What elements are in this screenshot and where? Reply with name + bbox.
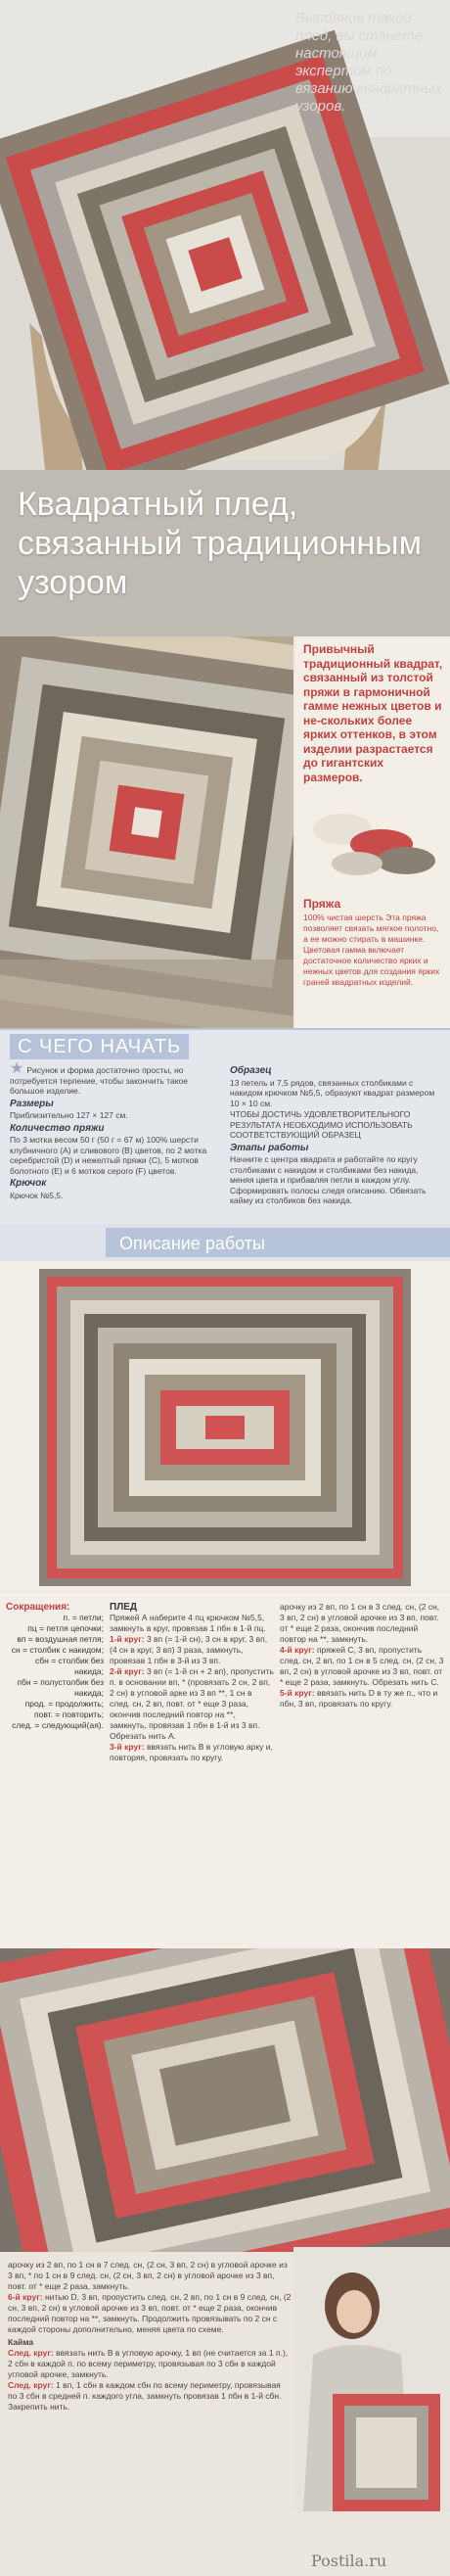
steps-text: Начните с центра квадрата и работайте по кругу столбиками с накидом и столбиками без накида, меняя цвета и прибавляя петли в каждом углу. Сформировать полосы следя описанию. Обвязать кайму из столбиков без накида. xyxy=(230,1154,427,1205)
round-4-text: пряжей C, 3 вп, пропустить след. сн, 2 вп, по 1 сн в 5 след. сн, (2 сн, 3 вп, 2 сн) в угловой арочке из 3 вп, повт. от * еще 2 раза, замкнуть. Обрезать нить C. xyxy=(280,1645,444,1687)
instructions-column-2 xyxy=(280,1602,444,1763)
hero-section xyxy=(0,0,450,636)
sample-note: ЧТОБЫ ДОСТИЧЬ УДОВЛЕТВОРИТЕЛЬНОГО РЕЗУЛЬТАТА НЕОБХОДИМО ИСПОЛЬЗОВАТЬ СООТВЕТСТВУЮЩИЙ ОБРАЗЕЦ xyxy=(230,1109,413,1140)
yarn-skeins-photo xyxy=(303,790,444,888)
bottom-section xyxy=(0,1948,450,2576)
instructions-section xyxy=(0,1596,450,1948)
blanket-description: Привычный традиционный квадрат, связанный из толстой пряжи в гармоничной гамме нежных цветов и не-скольких более ярких оттенков, в этом изделии разрастается до гигантских размеров. xyxy=(303,642,443,784)
abbreviation-item: след. = следующий(ая). xyxy=(12,1720,104,1730)
instructions-column-1 xyxy=(110,1602,274,1763)
abbreviation-item: пц = петля цепочки; xyxy=(27,1623,104,1633)
abbreviation-item: п. = петли; xyxy=(63,1613,104,1622)
description-header xyxy=(0,1224,450,1261)
edge-round-1-text: ввязать нить B в угловую арочку, 1 вп (не считается за 1 п.), 2 сбн в каждой п. по всему периметру, провязывая по 3 сбн в каждой угловой арочке, замкнуть. xyxy=(8,2348,289,2379)
yarn-amount-text: По 3 мотка весом 50 г (50 г = 67 м) 100% шерсти клубничного (A) и сливового (B) цветов, по 2 мотка серебристой (D) и нежелтый пряжи (C), 5 мотков болотного (E) и 6 мотков серого (F) цветов. xyxy=(10,1135,207,1176)
edge-round-2-text: 1 вп, 1 сбн в каждом сбн по всему периметру, провязывая по 3 сбн в средней п. каждого угла, замкнуть провязав 1 пбн в 1-й сбн. Закрепить нить. xyxy=(8,2380,282,2412)
blanket-flat-photo xyxy=(39,1269,411,1586)
abbreviation-item: вп = воздушная петля; xyxy=(17,1634,104,1644)
instructions-title: ПЛЕД xyxy=(110,1602,137,1613)
start-intro: Рисунок и форма достаточно просты, но потребуется терпение, чтобы закончить такое большое изделие. xyxy=(10,1065,188,1096)
round-4-label: 4-й круг: xyxy=(280,1645,315,1655)
sample-title: Образец xyxy=(230,1065,272,1076)
round-3-label: 3-й круг: xyxy=(110,1742,145,1752)
yarn-title: Пряжа xyxy=(303,897,341,911)
hook-title: Крючок xyxy=(10,1178,47,1189)
abbreviation-item: сбн = столбик без накида; xyxy=(35,1656,104,1676)
getting-started-section xyxy=(0,1028,450,1224)
round-2-label: 2-й круг: xyxy=(110,1666,145,1676)
round-5-label: 5-й круг: xyxy=(280,1688,315,1698)
sample-text: 13 петель и 7,5 рядов, связанных столбиками с накидом крючком №5,5, образуют квадрат размером 10 × 10 см. xyxy=(230,1077,435,1108)
bottom-text-a: арочку из 2 вп, по 1 сн в 7 след. сн, (2 сн, 3 вп, 2 сн) в угловой арочке из 3 вп, * по 1 сн в 9 след. сн, (2 сн, 3 вп, 2 сн) в угловой арочке из 3 вп, повт. от * еще 2 раза, замкнуть. xyxy=(8,2260,288,2291)
watermark: Postila.ru xyxy=(311,2552,387,2570)
edge-title: Кайма xyxy=(8,2337,34,2347)
abbreviations-title: Сокращения: xyxy=(6,1602,70,1613)
page-title: Квадратный плед, связанный традиционным узором xyxy=(18,486,422,601)
hook-text: Крючок №5,5. xyxy=(10,1190,64,1200)
description-heading: Описание работы xyxy=(119,1234,265,1253)
abbreviation-item: прод. = продолжить; xyxy=(24,1699,104,1709)
getting-started-heading: С ЧЕГО НАЧАТЬ xyxy=(10,1034,189,1059)
sizes-text: Приблизительно 127 × 127 см. xyxy=(10,1110,128,1120)
closeup-section xyxy=(0,636,450,1028)
getting-started-columns xyxy=(10,1060,440,1206)
star-icon: ★ xyxy=(10,1060,24,1077)
yarn-amount-title: Количество пряжи xyxy=(10,1122,105,1134)
blanket-detail-photo xyxy=(0,1948,450,2252)
edge-round-1-label: След. круг: xyxy=(8,2348,54,2358)
yarn-text: 100% чистая шерсть Эта пряжа позволяет связать мягкое полотно, а ее можно стирать в машинке. Цветовая гамма включает достаточное количество ярких и нежных цветов для создания ярких граней квадратных изделий. xyxy=(303,913,440,987)
round-2-text: 3 вп (= 1-й сн + 2 вп), пропустить п. в основании вп, * (провязать 2 сн, 2 вп, 2 сн) в угловой арке из 3 вп **, 1 сн в след. сн, 2 вп, повт. от * еще 3 раза, окончив последний повтор на **, замкнуть, провязав 1 пбн в 1-й из 3 вп. Обрезать нить А. xyxy=(110,1666,274,1741)
instructions-continued: арочку из 2 вп, по 1 сн в 3 след. сн, (2 сн, 3 вп, 2 сн) в угловой арочке из 3 вп, повт. от * еще 2 раза, окончив последний повтор на **, замкнуть. xyxy=(280,1602,440,1644)
closeup-sidebar xyxy=(295,636,450,1028)
woman-with-blanket-photo xyxy=(293,2247,450,2511)
blanket-diagram-section xyxy=(0,1261,450,1594)
bottom-instructions xyxy=(8,2260,292,2412)
round-6-text: нитью D, 3 вп, пропустить след. сн, 2 вп, по 1 сн в 9 след. сн, (2 сн, 3 вп, 2 сн) в угловой арочке из 3 вп, повт. от * еще 2 раза, окончив последний повтор на **, замкнуть. Продолжить провязывать по 2 сн с каждой стороны дополнительно, меняя цвета по схеме. xyxy=(8,2292,292,2334)
sizes-title: Размеры xyxy=(10,1098,54,1109)
instructions-grid xyxy=(6,1602,444,1763)
blanket-closeup-photo xyxy=(0,636,293,1028)
round-5-text: ввязать нить D в ту же п., что и пбн, 3 вп, провязать по кругу. xyxy=(280,1688,438,1709)
round-3-text: ввязать нить B в угловую арку и, повторяя, провязать по кругу. xyxy=(110,1742,273,1762)
start-column-right xyxy=(230,1063,440,1206)
abbreviation-item: повт. = повторить; xyxy=(33,1710,104,1719)
abbreviation-item: пбн = полустолбик без накида; xyxy=(17,1677,104,1698)
hero-intro-text: Выполнив такой плед, вы станете настоящим экспертом по вязанию квадратных узоров. xyxy=(295,10,442,115)
abbreviation-item: сн = столбик с накидом; xyxy=(11,1645,104,1655)
abbreviations-list xyxy=(6,1602,104,1763)
edge-round-2-label: След. круг: xyxy=(8,2380,54,2390)
steps-title: Этапы работы xyxy=(230,1142,309,1153)
start-column-left xyxy=(10,1060,220,1206)
round-6-label: 6-й круг: xyxy=(8,2292,43,2302)
instructions-start: Пряжей А наберите 4 пц крючком №5,5, замкнуть в круг, провязав 1 пбн в 1-й пц. xyxy=(110,1613,266,1633)
round-1-label: 1-й круг: xyxy=(110,1634,145,1644)
round-1-text: 3 вп (= 1-й сн), 3 сн в круг, 3 вп, (4 сн в круг, 3 вп) 3 раза, замкнуть, провязав 1 пбн в 3-й из 3 вп. xyxy=(110,1634,268,1665)
